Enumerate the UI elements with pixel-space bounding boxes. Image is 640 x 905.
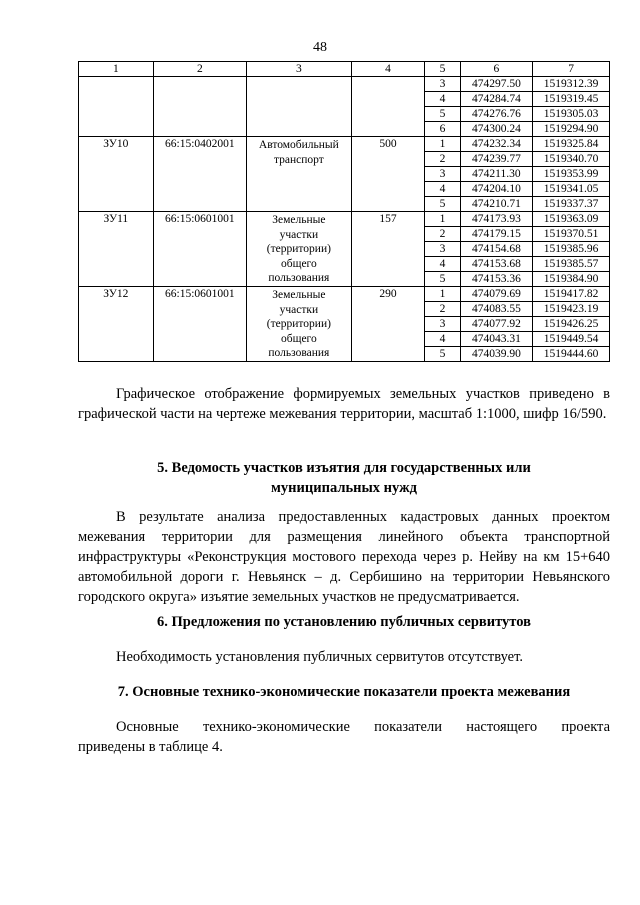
point-number-cell: 5 <box>425 272 460 287</box>
y-coordinate-cell: 1519337.37 <box>533 197 610 212</box>
section7-paragraph-line1: Основные технико-экономические показатели настоящего проекта <box>116 719 610 735</box>
purpose-cell <box>247 77 352 137</box>
point-number-cell: 4 <box>425 332 460 347</box>
point-number-cell: 2 <box>425 152 460 167</box>
y-coordinate-cell: 1519426.25 <box>533 317 610 332</box>
column-number-header: 4 <box>351 62 425 77</box>
graphic-paragraph: Графическое отображение формируемых земельных участков приведено в графической части на чертеже межевания территории, масштаб 1:1000, шифр 16/590. <box>78 386 610 422</box>
purpose-line: (территории) <box>266 318 331 330</box>
x-coordinate-cell: 474204.10 <box>460 182 533 197</box>
point-number-cell: 3 <box>425 167 460 182</box>
plot-id-cell <box>79 77 154 137</box>
x-coordinate-cell: 474173.93 <box>460 212 533 227</box>
cadastral-cell: 66:15:0402001 <box>153 137 246 212</box>
x-coordinate-cell: 474153.36 <box>460 272 533 287</box>
y-coordinate-cell: 1519385.96 <box>533 242 610 257</box>
table-row <box>79 137 610 152</box>
coordinates-table <box>78 61 610 362</box>
section5-heading <box>78 458 610 498</box>
point-number-cell: 4 <box>425 182 460 197</box>
table-row <box>79 77 610 92</box>
y-coordinate-cell: 1519294.90 <box>533 122 610 137</box>
column-number-header: 3 <box>247 62 352 77</box>
x-coordinate-cell: 474043.31 <box>460 332 533 347</box>
y-coordinate-cell: 1519423.19 <box>533 302 610 317</box>
purpose-line: Земельные <box>272 289 326 301</box>
y-coordinate-cell: 1519305.03 <box>533 107 610 122</box>
section5-paragraph: В результате анализа предоставленных кадастровых данных проектом межевания территории для размещения линейного объекта транспортной инфраструктуры «Реконструкция мостового перехода через р. Нейву на км 15+640 автомобильной дороги г. Невьянск – д. Сербишино на территории Невьянского городского округа» изъятие земельных участков не предусматривается. <box>78 509 610 605</box>
y-coordinate-cell: 1519341.05 <box>533 182 610 197</box>
purpose-line: (территории) <box>266 243 331 255</box>
plot-id-cell: ЗУ10 <box>79 137 154 212</box>
x-coordinate-cell: 474153.68 <box>460 257 533 272</box>
x-coordinate-cell: 474154.68 <box>460 242 533 257</box>
x-coordinate-cell: 474210.71 <box>460 197 533 212</box>
purpose-line: пользования <box>268 347 330 359</box>
purpose-line: участки <box>279 228 319 241</box>
x-coordinate-cell: 474239.77 <box>460 152 533 167</box>
purpose-line: Земельные <box>272 214 326 226</box>
point-number-cell: 5 <box>425 347 460 362</box>
y-coordinate-cell: 1519312.39 <box>533 77 610 92</box>
x-coordinate-cell: 474179.15 <box>460 227 533 242</box>
purpose-line: транспорт <box>273 153 324 166</box>
point-number-cell: 4 <box>425 92 460 107</box>
section6-paragraph: Необходимость установления публичных сервитутов отсутствует. <box>116 649 523 665</box>
section7-paragraph-line2: приведены в таблице 4. <box>78 739 223 755</box>
point-number-cell: 5 <box>425 107 460 122</box>
area-cell <box>351 77 425 137</box>
point-number-cell: 3 <box>425 242 460 257</box>
y-coordinate-cell: 1519340.70 <box>533 152 610 167</box>
coordinates-table-body <box>79 62 610 362</box>
purpose-line: участки <box>279 303 319 316</box>
point-number-cell: 1 <box>425 287 460 302</box>
point-number-cell: 6 <box>425 122 460 137</box>
purpose-line: Автомобильный <box>258 139 339 151</box>
x-coordinate-cell: 474077.92 <box>460 317 533 332</box>
purpose-cell <box>247 287 352 362</box>
section5-heading-line1: 5. Ведомость участков изъятия для государственных или <box>157 460 531 476</box>
cadastral-cell <box>153 77 246 137</box>
point-number-cell: 5 <box>425 197 460 212</box>
column-number-header: 5 <box>425 62 460 77</box>
purpose-line: общего <box>280 257 317 270</box>
table-header-row <box>79 62 610 77</box>
section7-heading: 7. Основные технико-экономические показатели проекта межевания <box>117 684 571 700</box>
x-coordinate-cell: 474284.74 <box>460 92 533 107</box>
x-coordinate-cell: 474039.90 <box>460 347 533 362</box>
section5-heading-line2: муниципальных нужд <box>271 480 417 496</box>
column-number-header: 1 <box>79 62 154 77</box>
point-number-cell: 1 <box>425 212 460 227</box>
x-coordinate-cell: 474083.55 <box>460 302 533 317</box>
column-number-header: 7 <box>533 62 610 77</box>
cadastral-cell: 66:15:0601001 <box>153 287 246 362</box>
y-coordinate-cell: 1519384.90 <box>533 272 610 287</box>
point-number-cell: 2 <box>425 227 460 242</box>
point-number-cell: 2 <box>425 302 460 317</box>
y-coordinate-cell: 1519449.54 <box>533 332 610 347</box>
y-coordinate-cell: 1519417.82 <box>533 287 610 302</box>
column-number-header: 2 <box>153 62 246 77</box>
y-coordinate-cell: 1519385.57 <box>533 257 610 272</box>
point-number-cell: 1 <box>425 137 460 152</box>
x-coordinate-cell: 474297.50 <box>460 77 533 92</box>
section7-paragraph <box>78 717 610 757</box>
column-number-header: 6 <box>460 62 533 77</box>
x-coordinate-cell: 474211.30 <box>460 167 533 182</box>
y-coordinate-cell: 1519370.51 <box>533 227 610 242</box>
y-coordinate-cell: 1519444.60 <box>533 347 610 362</box>
area-cell: 157 <box>351 212 425 287</box>
table-row <box>79 212 610 227</box>
point-number-cell: 3 <box>425 77 460 92</box>
plot-id-cell: ЗУ11 <box>79 212 154 287</box>
area-cell: 500 <box>351 137 425 212</box>
table-row <box>79 287 610 302</box>
x-coordinate-cell: 474276.76 <box>460 107 533 122</box>
purpose-cell <box>247 137 352 212</box>
page-number: 48 <box>313 40 327 55</box>
section6-heading: 6. Предложения по установлению публичных сервитутов <box>157 614 531 630</box>
y-coordinate-cell: 1519353.99 <box>533 167 610 182</box>
x-coordinate-cell: 474300.24 <box>460 122 533 137</box>
point-number-cell: 3 <box>425 317 460 332</box>
point-number-cell: 4 <box>425 257 460 272</box>
purpose-line: общего <box>280 332 317 345</box>
purpose-line: пользования <box>268 272 330 284</box>
x-coordinate-cell: 474079.69 <box>460 287 533 302</box>
y-coordinate-cell: 1519363.09 <box>533 212 610 227</box>
cadastral-cell: 66:15:0601001 <box>153 212 246 287</box>
area-cell: 290 <box>351 287 425 362</box>
plot-id-cell: ЗУ12 <box>79 287 154 362</box>
y-coordinate-cell: 1519319.45 <box>533 92 610 107</box>
x-coordinate-cell: 474232.34 <box>460 137 533 152</box>
purpose-cell <box>247 212 352 287</box>
y-coordinate-cell: 1519325.84 <box>533 137 610 152</box>
